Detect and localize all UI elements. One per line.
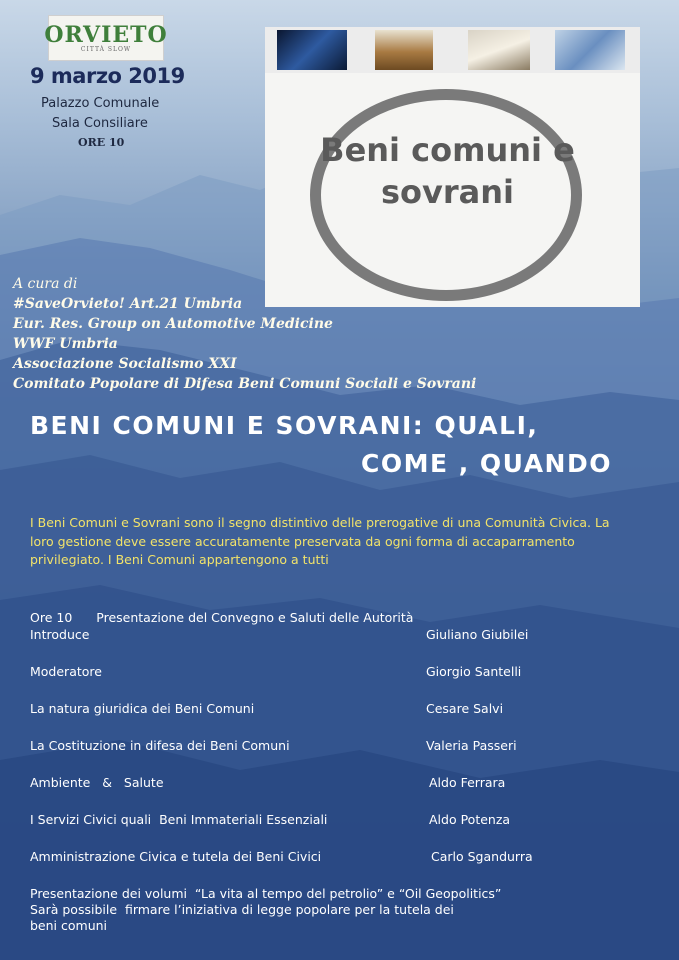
logo-text: ORVIETO [44, 21, 168, 48]
event-time: ORE 10 [78, 136, 125, 149]
program-speaker: Carlo Sgandurra [431, 849, 533, 864]
footer-petition: Sarà possibile firmare l’iniziativa di legge popolare per la tutela dei [30, 902, 454, 917]
organizer-item: WWF Umbria [13, 336, 118, 352]
orvieto-logo [44, 15, 168, 61]
venue-room: Sala Consiliare [52, 116, 148, 131]
cathedral-thumbnail [375, 30, 433, 70]
program-speaker: Valeria Passeri [426, 738, 517, 753]
footer-petition-end: beni comuni [30, 918, 108, 933]
hero-panel [265, 27, 640, 307]
program-speaker: Giorgio Santelli [426, 664, 522, 679]
program-topic: Amministrazione Civica e tutela dei Beni Civici [30, 849, 322, 864]
program-topic: La Costituzione in difesa dei Beni Comuni [30, 738, 290, 753]
opening-time: Ore 10 [30, 610, 73, 625]
program-speaker: Aldo Potenza [429, 812, 511, 827]
opening-text: Presentazione del Convegno e Saluti delle Autorità [96, 610, 414, 625]
program-speaker: Giuliano Giubilei [426, 627, 529, 642]
globe-stethoscope-thumbnail [555, 30, 625, 70]
event-date: 9 marzo 2019 [30, 64, 185, 88]
organizer-item: #SaveOrvieto! Art.21 Umbria [13, 296, 243, 312]
organizers-intro: A cura di [13, 276, 78, 292]
main-title-line2: COME , QUANDO [360, 449, 612, 478]
program-topic: Ambiente & Salute [30, 775, 164, 790]
intro-paragraph: I Beni Comuni e Sovrani sono il segno distintivo delle prerogative di una Comunità Civica. La loro gestione deve essere accuratamente preservata da ogni forma di accaparramento privilegiato. I Beni Comuni appartengono a tutti [30, 515, 610, 567]
logo-subtext: CITTÀ SLOW [80, 45, 132, 53]
main-title-line1: BENI COMUNI E SOVRANI: QUALI, [30, 411, 539, 440]
venue-building: Palazzo Comunale [41, 96, 160, 111]
technology-thumbnail [277, 30, 347, 70]
program-speaker: Aldo Ferrara [429, 775, 506, 790]
main-title [30, 407, 650, 483]
program-topic: Introduce [30, 627, 90, 642]
organizers-list [13, 274, 476, 394]
book-thumbnail [468, 30, 530, 70]
footer-books: Presentazione dei volumi “La vita al tempo del petrolio” e “Oil Geopolitics” [30, 886, 502, 901]
hero-title: Beni comuni e sovrani [320, 131, 575, 211]
program-topic: I Servizi Civici quali Beni Immateriali Essenziali [30, 812, 328, 827]
opening-session [30, 610, 433, 625]
footer-notes [30, 886, 630, 934]
program-topic: Moderatore [30, 664, 102, 679]
program-topic: La natura giuridica dei Beni Comuni [30, 701, 255, 716]
program-speaker: Cesare Salvi [426, 701, 504, 716]
organizer-item: Associazione Socialismo XXI [13, 356, 237, 372]
organizer-item: Eur. Res. Group on Automotive Medicine [13, 316, 333, 332]
organizer-item: Comitato Popolare di Difesa Beni Comuni Sociali e Sovrani [13, 376, 477, 392]
thumbnail-strip [265, 27, 640, 73]
